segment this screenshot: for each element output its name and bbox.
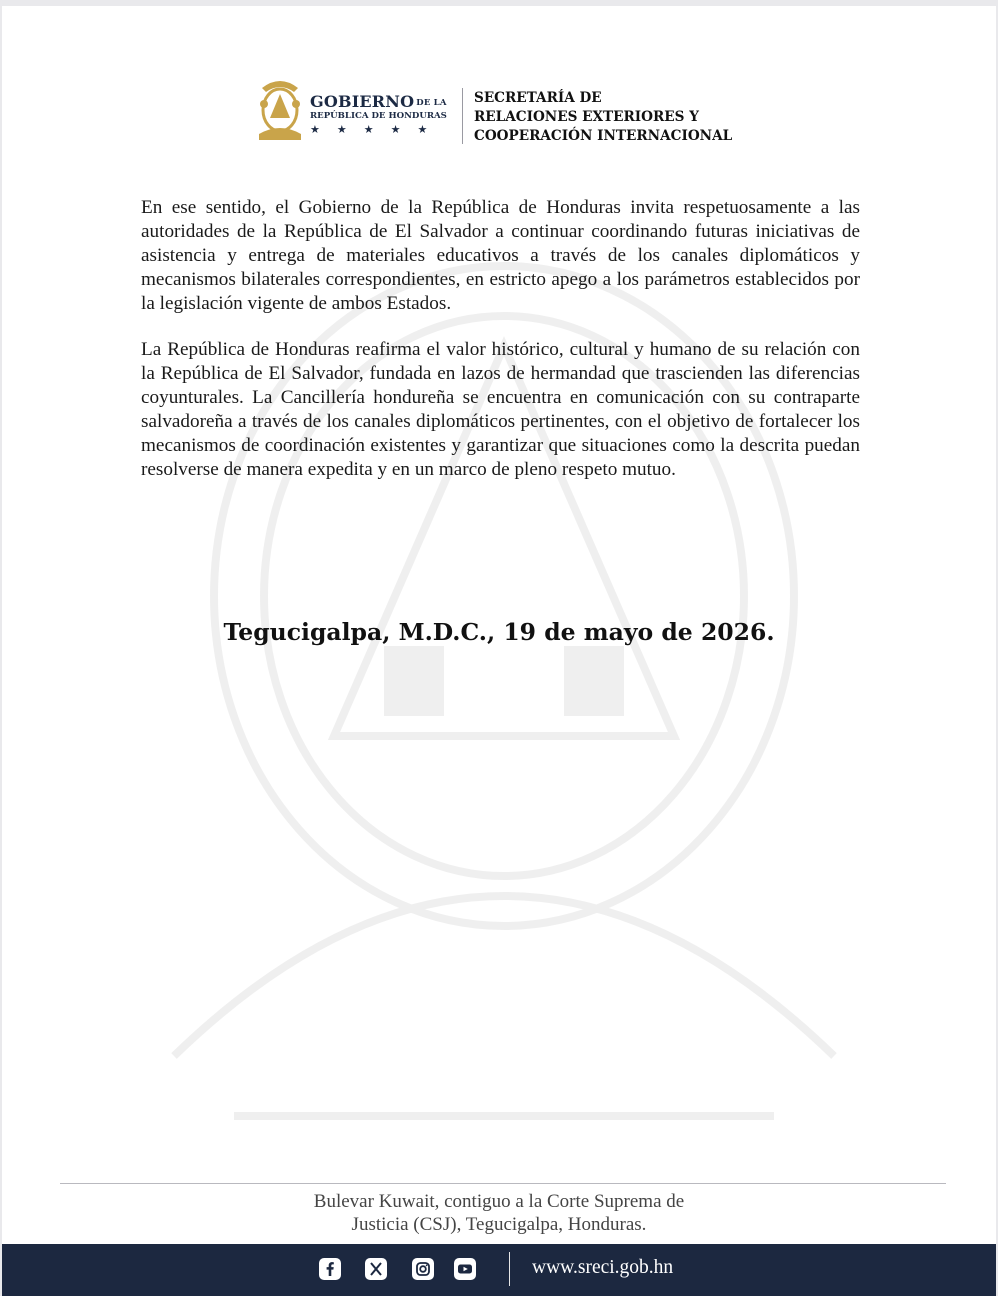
coat-of-arms-watermark (114, 176, 894, 1176)
paragraph-1: En ese sentido, el Gobierno de la República de Honduras invita respetuosamente a las autoridades de la República de El Salvador a continuar coordinando futuras iniciativas de asistencia y entrega de materiales educativos a través de los canales diplomáticos y mecanismos bilaterales correspondientes, en estricto apego a los parámetros establecidos por la legislación vigente de ambos Estados. (141, 197, 860, 314)
footer-bar (2, 1244, 996, 1296)
letterhead (256, 76, 776, 146)
government-title-suffix: DE LA (416, 98, 447, 108)
honduras-emblem-logo (256, 76, 304, 142)
secretariat-name-block (474, 89, 774, 146)
footer-rule (60, 1183, 946, 1184)
government-subtitle: REPÚBLICA DE HONDURAS (310, 111, 447, 121)
address-line-1: Bulevar Kuwait, contiguo a la Corte Suprema de (313, 1191, 685, 1212)
header-divider (462, 88, 463, 144)
dateline: Tegucigalpa, M.D.C., 19 de mayo de 2026. (223, 618, 775, 646)
government-title: GOBIERNO DE LA (310, 92, 447, 111)
facebook-icon[interactable] (319, 1258, 341, 1280)
document-page (2, 6, 996, 1296)
footer-bar-divider (509, 1252, 510, 1286)
paragraph-2: La República de Honduras reafirma el valor histórico, cultural y humano de su relación con la República de El Salvador, fundada en lazos de hermandad que trascienden las diferencias coyunturales. La Cancillería hondureña se encuentra en comunicación con su contraparte salvadoreña a través de los canales diplomáticos pertinentes, con el objetivo de fortalecer los mecanismos de coordinación existentes y garantizar que situaciones como la descrita puedan resolverse de manera expedita y en un marco de pleno respeto mutuo. (141, 339, 860, 480)
instagram-icon[interactable] (412, 1258, 434, 1280)
secretariat-line-1: SECRETARÍA DE (474, 90, 602, 106)
government-name-block (310, 92, 460, 136)
address (2, 1190, 996, 1236)
stars-row: ★★★★★ (310, 123, 445, 136)
youtube-icon[interactable] (454, 1258, 476, 1280)
x-icon[interactable] (365, 1258, 387, 1280)
secretariat-line-2: RELACIONES EXTERIORES Y (474, 109, 699, 125)
secretariat-line-3: COOPERACIÓN INTERNACIONAL (474, 128, 733, 144)
website-link[interactable]: www.sreci.gob.hn (532, 1257, 674, 1278)
address-line-2: Justicia (CSJ), Tegucigalpa, Honduras. (351, 1214, 647, 1235)
